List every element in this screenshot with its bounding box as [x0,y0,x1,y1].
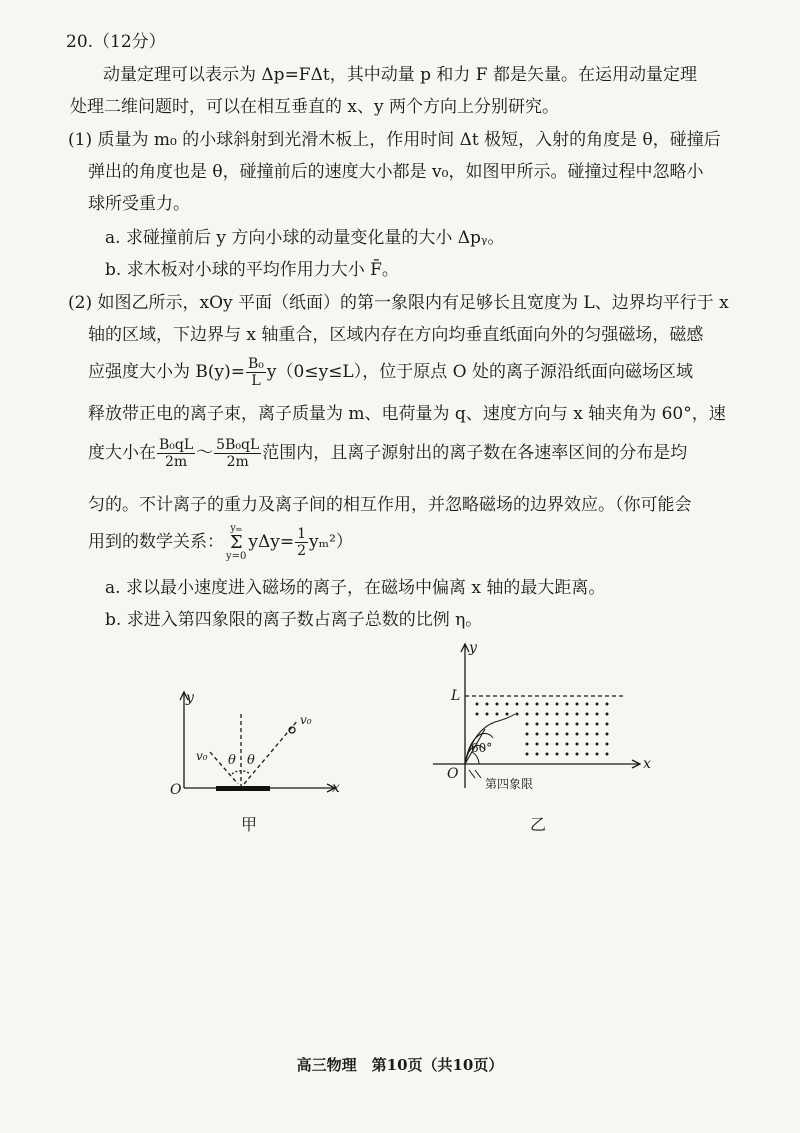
field-dot [536,703,539,706]
fraction-numerator: 5B₀qL [216,437,260,453]
field-dot [596,713,599,716]
field-dot [526,733,529,736]
field-dot [516,703,519,706]
part2-line-3 [88,355,768,389]
min-speed-fraction [157,437,195,470]
field-dot [516,713,519,716]
field-dot [586,753,589,756]
field-dot [566,723,569,726]
field-dot [546,713,549,716]
part1-line-3: 球所受重力。 [88,194,190,214]
part2-line-3-post: y（0≤y≤L），位于原点 O 处的离子源沿纸面向磁场区域 [266,362,693,382]
field-dot [536,713,539,716]
part2-line-2: 轴的区域，下边界与 x 轴重合，区域内存在方向均垂直纸面向外的匀强磁场，磁感 [88,325,704,345]
field-dot [606,723,609,726]
field-dot [546,703,549,706]
field-dot [556,703,559,706]
part2-line-4: 释放带正电的离子束，离子质量为 m、电荷量为 q、速度方向与 x 轴夹角为 60°，速 [88,404,726,424]
field-dot [556,743,559,746]
field-dot [496,713,499,716]
figure-yi-caption: 乙 [530,815,547,834]
field-dot [586,703,589,706]
intro-line-1: 动量定理可以表示为 Δp=FΔt，其中动量 p 和力 F 都是矢量。在运用动量定理 [103,65,698,85]
yi-mark-1 [469,770,475,778]
part2-line-7 [88,523,768,562]
summation-symbol [226,524,246,562]
field-dot [526,753,529,756]
figure-yi [425,638,655,798]
yi-l-label: L [451,688,461,704]
fraction-numerator: B₀qL [159,437,194,453]
jia-y-label: y [186,690,194,706]
fraction-numerator: B₀ [248,356,264,372]
jia-v0-left-label: v₀ [196,749,208,763]
part1-a: a. 求碰撞前后 y 方向小球的动量变化量的大小 Δpᵧ。 [105,228,505,248]
field-dot [606,743,609,746]
part2-line-7-pre: 用到的数学关系： [88,532,224,552]
max-speed-fraction [214,437,261,470]
question-header: 20.（12分） [66,32,166,52]
field-dot [546,723,549,726]
yi-origin-label: O [447,766,459,782]
range-tilde: ～ [196,443,214,463]
field-dot [526,743,529,746]
field-dot [536,743,539,746]
field-dot [576,703,579,706]
sum-upper-limit: yₘ [230,522,243,534]
fraction-denominator: L [251,373,261,389]
field-dot [586,723,589,726]
fraction-denominator: 2m [164,454,188,470]
field-dot [506,713,509,716]
yi-field-dots [476,703,609,756]
half-fraction [295,526,308,559]
field-dot [526,713,529,716]
jia-v0-right-label: v₀ [300,713,312,727]
yi-angle-label: 60° [471,741,493,755]
part2-line-7-mid: yΔy= [248,532,295,552]
field-dot [556,733,559,736]
page-footer: 高三物理 第10页（共10页） [296,1056,504,1074]
part2-a: a. 求以最小速度进入磁场的离子，在磁场中偏离 x 轴的最大距离。 [105,578,606,598]
part2-line-7-post: yₘ²） [309,532,353,552]
field-dot [566,703,569,706]
field-dot [576,723,579,726]
part2-line-3-pre: 应强度大小为 B(y)= [88,362,246,382]
field-dot [486,703,489,706]
field-dot [596,703,599,706]
field-dot [586,713,589,716]
field-dot [556,713,559,716]
fraction-numerator: 1 [297,526,307,542]
field-dot [576,753,579,756]
jia-board [216,786,270,791]
yi-mark-2 [475,770,481,778]
field-dot [606,733,609,736]
jia-theta-right-label: θ [247,753,255,768]
field-dot [506,703,509,706]
field-dot [576,733,579,736]
field-dot [566,713,569,716]
field-dot [536,723,539,726]
field-dot [476,713,479,716]
part1-line-2: 弹出的角度也是 θ，碰撞前后的速度大小都是 v₀，如图甲所示。碰撞过程中忽略小 [88,162,704,182]
part1-line-1: (1) 质量为 m₀ 的小球斜射到光滑木板上，作用时间 Δt 极短，入射的角度是 θ，碰撞后 [68,130,721,150]
figure-jia-caption: 甲 [241,815,258,834]
figure-jia [150,680,370,810]
part2-line-5-post: 范围内，且离子源射出的离子数在各速率区间的分布是均 [262,443,688,463]
jia-reflect-path [244,720,298,784]
field-dot [596,753,599,756]
part2-b: b. 求进入第四象限的离子数占离子总数的比例 η。 [105,610,483,630]
part2-line-1: (2) 如图乙所示，xOy 平面（纸面）的第一象限内有足够长且宽度为 L、边界均平行于 x [68,293,729,313]
field-dot [566,743,569,746]
field-dot [586,743,589,746]
field-dot [556,753,559,756]
sigma-glyph: Σ [229,531,243,553]
jia-x-label: x [332,780,340,796]
field-dot [536,733,539,736]
field-dot [536,753,539,756]
field-dot [596,743,599,746]
field-dot [556,723,559,726]
yi-y-label: y [469,640,477,656]
part2-line-6: 匀的。不计离子的重力及离子间的相互作用，并忽略磁场的边界效应。（你可能会 [88,495,692,515]
jia-origin-label: O [170,782,182,798]
field-dot [486,713,489,716]
field-dot [576,743,579,746]
part2-line-5 [88,436,768,470]
field-dot [596,733,599,736]
intro-line-2: 处理二维问题时，可以在相互垂直的 x、y 两个方向上分别研究。 [70,97,559,117]
fraction-denominator: 2 [297,543,307,559]
field-dot [606,713,609,716]
sum-lower-limit: y=0 [226,550,247,562]
field-dot [526,703,529,706]
field-dot [606,753,609,756]
field-dot [576,713,579,716]
field-dot [476,703,479,706]
field-dot [566,733,569,736]
jia-theta-left-label: θ [228,753,236,768]
fraction-denominator: 2m [226,454,249,470]
field-dot [496,703,499,706]
b-over-l-fraction [246,356,266,389]
field-dot [586,733,589,736]
yi-quadrant-label: 第四象限 [485,777,534,791]
yi-x-label: x [643,756,651,772]
part2-line-5-pre: 度大小在 [88,443,156,463]
field-dot [546,733,549,736]
field-dot [566,753,569,756]
field-dot [526,723,529,726]
part1-b: b. 求木板对小球的平均作用力大小 F̄。 [105,260,399,280]
field-dot [546,743,549,746]
field-dot [606,703,609,706]
field-dot [546,753,549,756]
yi-ion-path-1 [465,714,515,764]
field-dot [596,723,599,726]
